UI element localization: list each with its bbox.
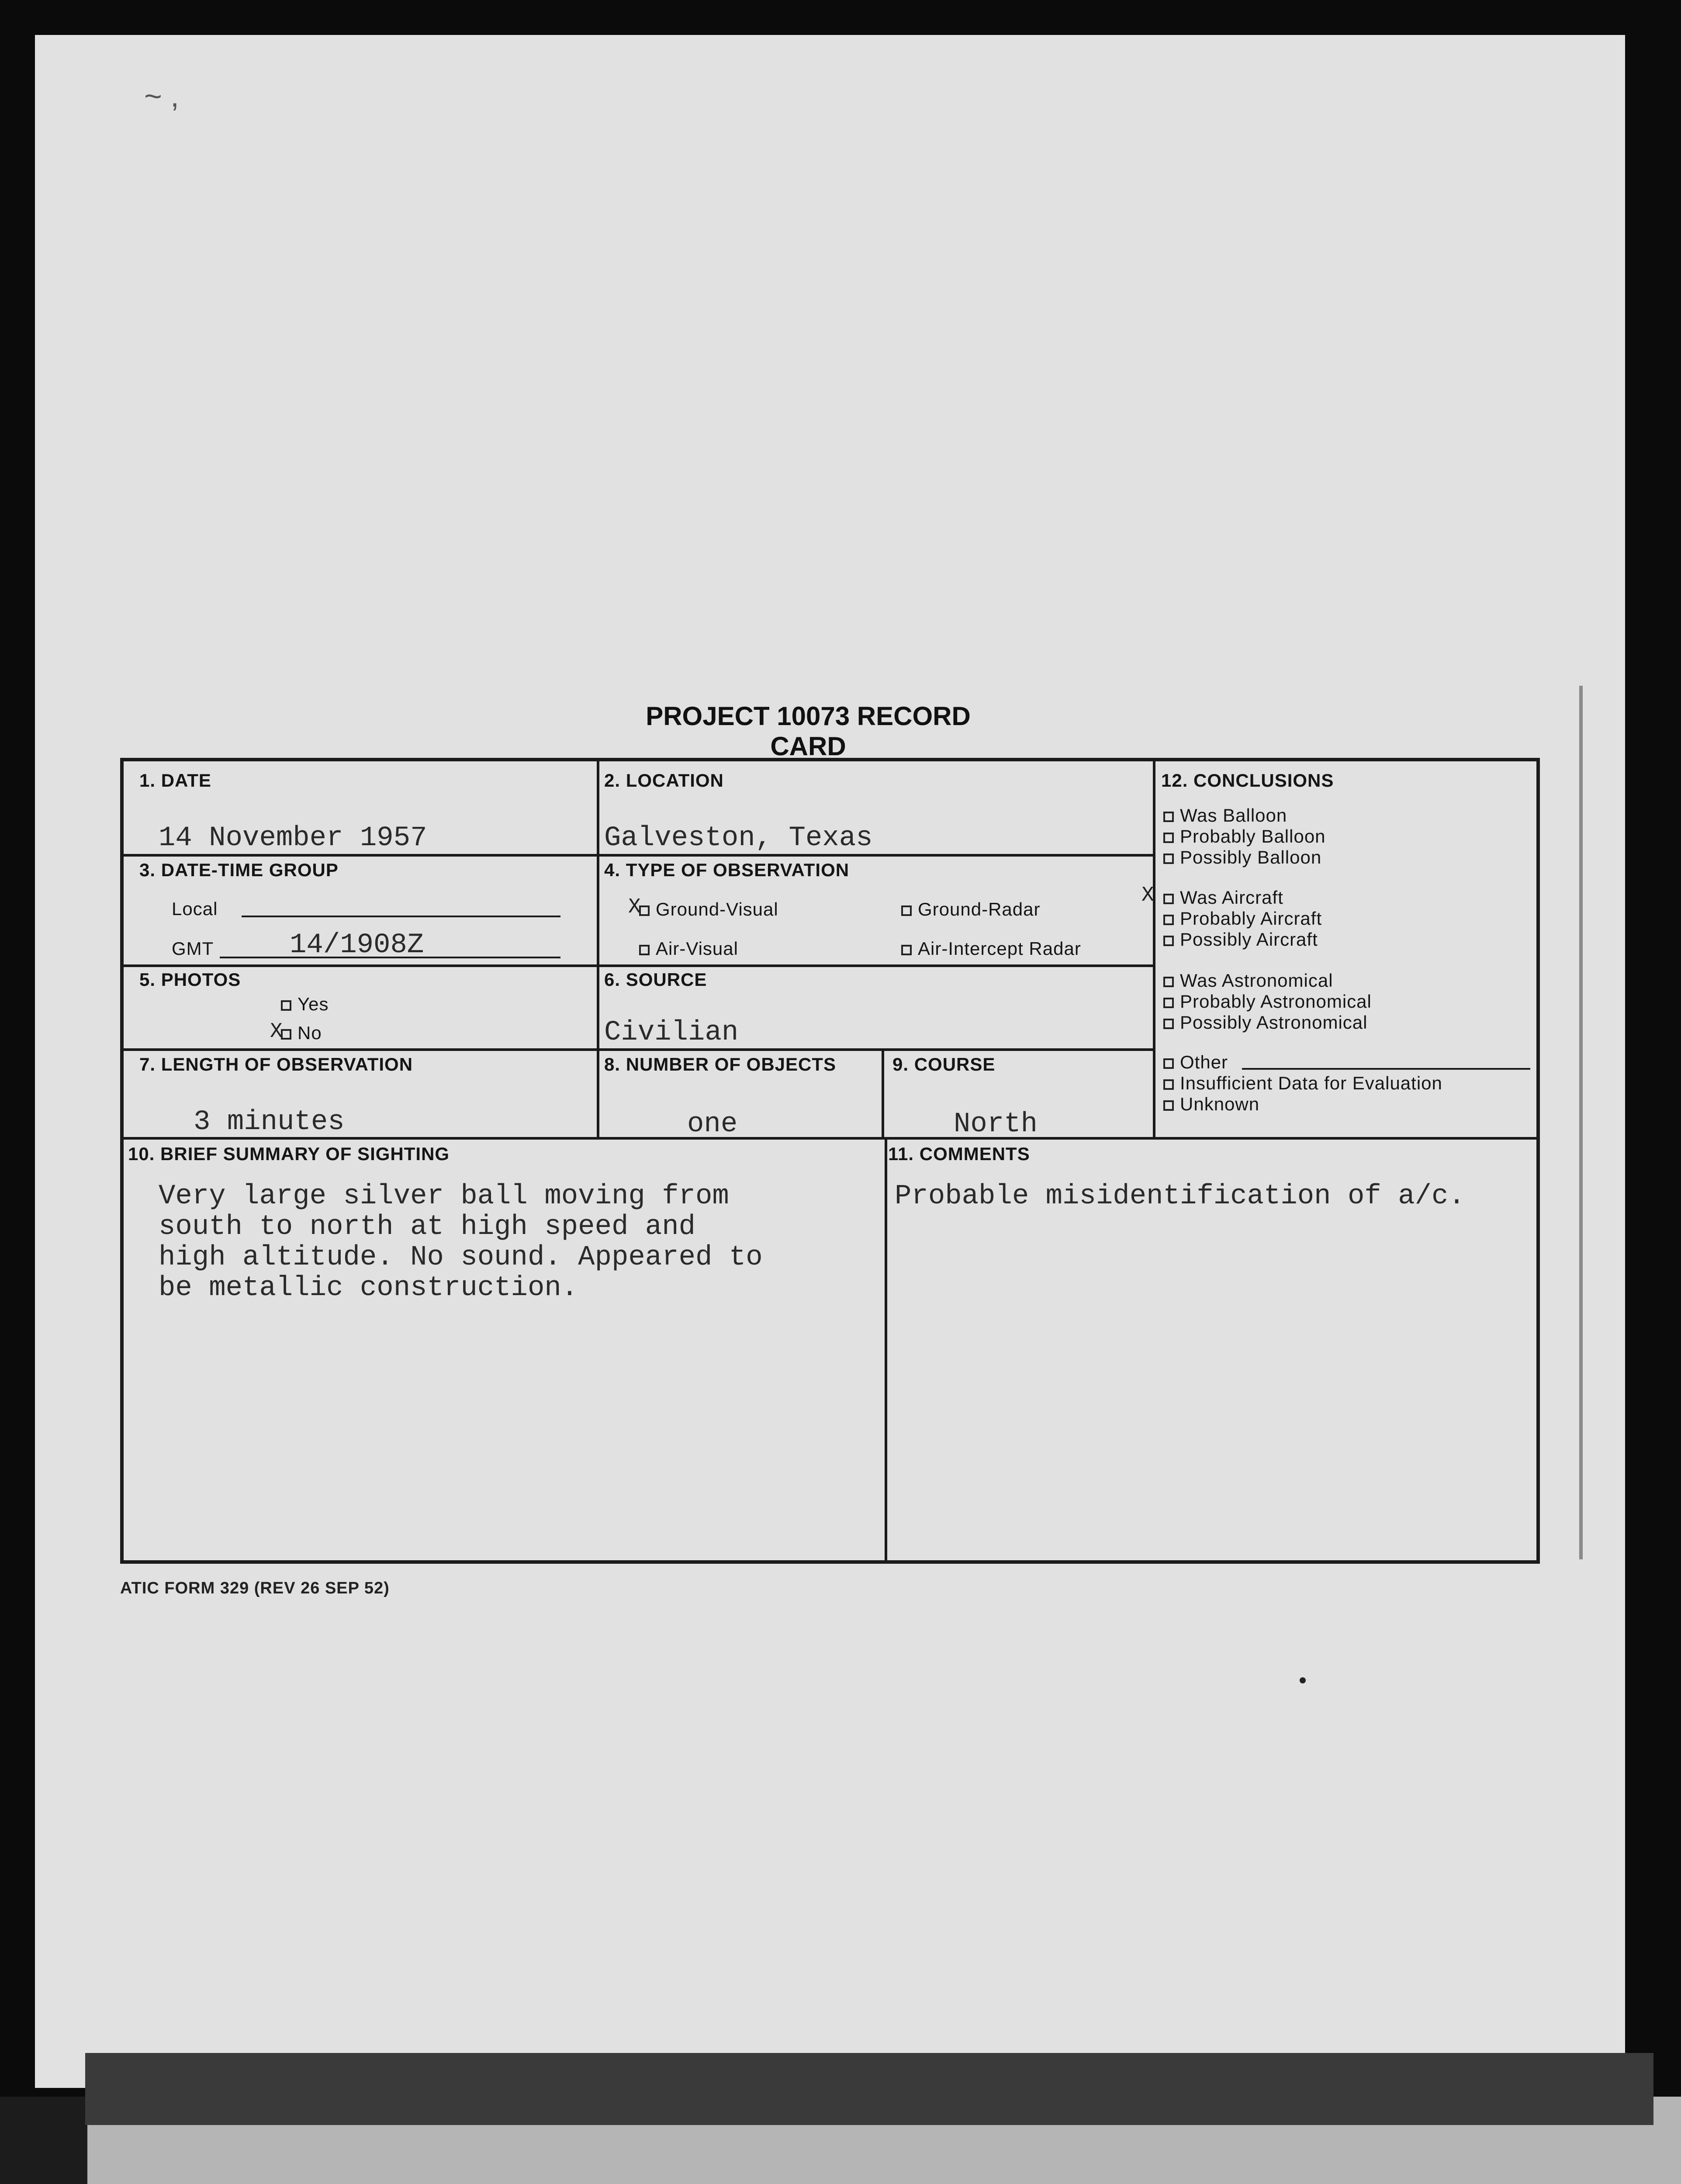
conclusion-label: Was Aircraft bbox=[1180, 887, 1283, 908]
form-footer: ATIC FORM 329 (REV 26 SEP 52) bbox=[120, 1579, 390, 1597]
record-card bbox=[120, 758, 1540, 1564]
conclusion-probably-aircraft bbox=[1163, 908, 1322, 929]
location-value: Galveston, Texas bbox=[604, 822, 873, 854]
conclusion-label: Was Balloon bbox=[1180, 805, 1287, 826]
conclusion-label: Was Astronomical bbox=[1180, 970, 1333, 991]
option-ground-radar bbox=[901, 899, 1040, 920]
summary-line: be metallic construction. bbox=[159, 1272, 578, 1304]
option-air-intercept-radar bbox=[901, 938, 1081, 959]
option-label: Air-Visual bbox=[656, 938, 738, 959]
summary-line: south to north at high speed and bbox=[159, 1211, 695, 1243]
checkbox-icon bbox=[1163, 812, 1174, 822]
checkbox-icon bbox=[281, 1029, 291, 1040]
checkbox-icon bbox=[1163, 936, 1174, 946]
conclusion-possibly-astronomical bbox=[1163, 1012, 1368, 1033]
option-ground-visual bbox=[639, 899, 778, 920]
checkbox-icon bbox=[901, 905, 912, 916]
option-air-visual bbox=[639, 938, 738, 959]
checkbox-icon bbox=[1163, 854, 1174, 864]
photos-no bbox=[281, 1023, 322, 1044]
observation-type-label: 4. TYPE OF OBSERVATION bbox=[604, 860, 850, 880]
gmt-value: 14/1908Z bbox=[290, 930, 424, 961]
comments-label: 11. COMMENTS bbox=[888, 1144, 1030, 1164]
checkbox-icon bbox=[639, 945, 650, 955]
conclusion-label: Insufficient Data for Evaluation bbox=[1180, 1073, 1442, 1093]
col-divider bbox=[597, 761, 599, 1137]
checkbox-icon bbox=[639, 905, 650, 916]
conclusion-insufficient-data bbox=[1163, 1073, 1442, 1094]
photos-no-check: X bbox=[270, 1020, 283, 1044]
row-divider bbox=[124, 964, 1153, 967]
dtg-label: 3. DATE-TIME GROUP bbox=[139, 860, 339, 880]
conclusion-was-balloon bbox=[1163, 805, 1287, 826]
photos-yes-label: Yes bbox=[297, 994, 329, 1014]
length-label: 7. LENGTH OF OBSERVATION bbox=[139, 1054, 413, 1075]
source-value: Civilian bbox=[604, 1017, 739, 1048]
paper-shadow bbox=[85, 2053, 1653, 2125]
summary-label: 10. BRIEF SUMMARY OF SIGHTING bbox=[128, 1144, 450, 1164]
conclusion-possibly-balloon bbox=[1163, 847, 1321, 868]
option-label: Ground-Visual bbox=[656, 899, 778, 919]
local-label: Local bbox=[172, 898, 218, 919]
ground-visual-check: X bbox=[628, 895, 641, 919]
gmt-label: GMT bbox=[172, 938, 214, 959]
checkbox-icon bbox=[1163, 998, 1174, 1008]
conclusion-label: Possibly Balloon bbox=[1180, 847, 1322, 867]
stray-mark: ~ , bbox=[144, 79, 179, 113]
conclusion-was-astronomical bbox=[1163, 970, 1333, 991]
local-blank-line bbox=[242, 916, 560, 917]
ink-dot bbox=[1300, 1677, 1306, 1683]
conclusion-label: Other bbox=[1180, 1052, 1228, 1072]
col-divider bbox=[885, 1137, 887, 1560]
objects-label: 8. NUMBER OF OBJECTS bbox=[604, 1054, 837, 1075]
date-value: 14 November 1957 bbox=[159, 822, 427, 854]
margin-line bbox=[1579, 686, 1583, 1559]
checkbox-icon bbox=[1163, 1079, 1174, 1090]
conclusion-label: Probably Aircraft bbox=[1180, 908, 1322, 929]
checkbox-icon bbox=[1163, 1100, 1174, 1111]
conclusion-label: Possibly Astronomical bbox=[1180, 1012, 1368, 1033]
course-label: 9. COURSE bbox=[892, 1054, 996, 1075]
col-divider bbox=[1153, 761, 1155, 1137]
comments-value: Probable misidentification of a/c. bbox=[895, 1181, 1465, 1212]
photos-no-label: No bbox=[297, 1023, 322, 1043]
conclusion-label: Unknown bbox=[1180, 1094, 1260, 1114]
conclusion-probably-balloon bbox=[1163, 826, 1326, 847]
photos-label: 5. PHOTOS bbox=[139, 969, 241, 990]
conclusion-label: Possibly Aircraft bbox=[1180, 929, 1318, 950]
checkbox-icon bbox=[1163, 915, 1174, 925]
conclusion-possibly-aircraft bbox=[1163, 929, 1318, 950]
summary-line: high altitude. No sound. Appeared to bbox=[159, 1242, 763, 1273]
source-label: 6. SOURCE bbox=[604, 969, 707, 990]
checkbox-icon bbox=[1163, 894, 1174, 904]
checkbox-icon bbox=[1163, 1058, 1174, 1069]
checkbox-icon bbox=[1163, 977, 1174, 987]
option-label: Air-Intercept Radar bbox=[918, 938, 1081, 959]
summary-line: Very large silver ball moving from bbox=[159, 1181, 729, 1212]
col-divider bbox=[882, 1048, 884, 1137]
was-aircraft-check: X bbox=[1141, 884, 1154, 907]
checkbox-icon bbox=[1163, 1019, 1174, 1029]
conclusion-label: Probably Astronomical bbox=[1180, 991, 1372, 1012]
objects-value: one bbox=[687, 1109, 738, 1140]
other-blank-line bbox=[1242, 1068, 1530, 1070]
conclusion-unknown bbox=[1163, 1094, 1259, 1115]
course-value: North bbox=[954, 1109, 1038, 1140]
row-divider bbox=[124, 854, 1153, 857]
length-value: 3 minutes bbox=[194, 1106, 345, 1138]
conclusion-was-aircraft bbox=[1163, 887, 1283, 908]
conclusions-label: 12. CONCLUSIONS bbox=[1161, 770, 1334, 791]
checkbox-icon bbox=[901, 945, 912, 955]
dark-edge bbox=[0, 2097, 87, 2184]
card-title: PROJECT 10073 RECORD CARD bbox=[646, 702, 971, 761]
row-divider bbox=[124, 1048, 1153, 1051]
checkbox-icon bbox=[1163, 833, 1174, 843]
conclusion-other bbox=[1163, 1052, 1228, 1073]
date-label: 1. DATE bbox=[139, 770, 211, 791]
checkbox-icon bbox=[281, 1000, 291, 1011]
conclusion-label: Probably Balloon bbox=[1180, 826, 1326, 847]
location-label: 2. LOCATION bbox=[604, 770, 724, 791]
photos-yes bbox=[281, 994, 329, 1015]
conclusion-probably-astronomical bbox=[1163, 991, 1372, 1012]
option-label: Ground-Radar bbox=[918, 899, 1041, 919]
